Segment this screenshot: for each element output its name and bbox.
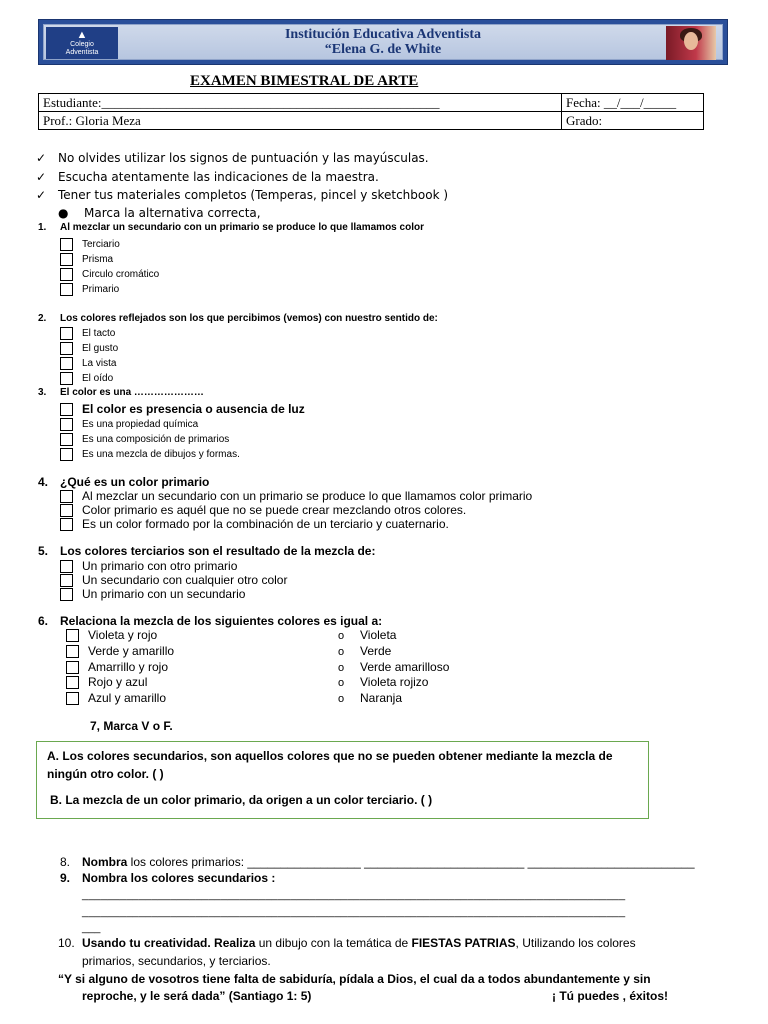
circle-bullet-icon: o <box>338 693 345 705</box>
checkbox[interactable] <box>60 238 73 251</box>
question-3: 3. El color es una ………………… <box>38 387 204 398</box>
question-2: 2. Los colores reflejados son los que percibimos (vemos) con nuestro sentido de: <box>38 313 438 324</box>
true-false-box <box>36 741 649 819</box>
answer-line[interactable]: ___ <box>82 922 101 934</box>
checkbox[interactable] <box>60 490 73 503</box>
checkbox[interactable] <box>60 268 73 281</box>
checkmark-icon: ✓ <box>36 188 47 202</box>
q2-option[interactable]: El gusto <box>60 342 118 355</box>
q4-option[interactable]: Color primario es aquél que no se puede crear mezclando otros colores. <box>60 503 466 517</box>
q2-option[interactable]: El oído <box>60 372 113 385</box>
checkbox[interactable] <box>60 588 73 601</box>
circle-bullet-icon: o <box>338 662 345 674</box>
vf-statement-a-line1: A. Los colores secundarios, son aquellos colores que no se pueden obtener mediante la mezcla de <box>47 749 613 763</box>
portrait-image <box>666 26 716 60</box>
checkbox[interactable] <box>60 574 73 587</box>
instructions-list <box>36 149 448 205</box>
checkbox[interactable] <box>60 560 73 573</box>
q5-option[interactable]: Un secundario con cualquier otro color <box>60 573 287 587</box>
q6-left-item[interactable]: Violeta y rojo <box>66 628 157 642</box>
instruction-item: ✓ Escucha atentamente las indicaciones de la maestra. <box>36 168 448 187</box>
answer-line[interactable]: ______________________________________________________________________________________ <box>82 906 626 918</box>
logo-line2: Adventista <box>65 49 99 56</box>
checkmark-icon: ✓ <box>36 151 47 165</box>
checkbox[interactable] <box>60 403 73 416</box>
checkbox[interactable] <box>60 518 73 531</box>
checkbox[interactable] <box>60 418 73 431</box>
question-1: 1. Al mezclar un secundario con un primario se produce lo que llamamos color <box>38 222 424 233</box>
student-field[interactable]: Estudiante:____________________________________________________ <box>39 94 562 112</box>
student-info-table <box>38 93 704 130</box>
q2-option[interactable]: El tacto <box>60 327 115 340</box>
checkbox[interactable] <box>60 342 73 355</box>
header-banner-inner <box>43 24 723 60</box>
question-10-line2: primarios, secundarios, y terciarios. <box>82 954 271 968</box>
q4-option[interactable]: Al mezclar un secundario con un primario se produce lo que llamamos color primario <box>60 489 532 503</box>
q5-option[interactable]: Un primario con otro primario <box>60 559 237 573</box>
checkbox[interactable] <box>66 629 79 642</box>
checkbox[interactable] <box>66 676 79 689</box>
footer-cheer: ¡ Tú puedes , éxitos! <box>552 989 669 1003</box>
teacher-field: Prof.: Gloria Meza <box>39 112 562 130</box>
q6-right-item: o Verde amarilloso <box>338 660 450 674</box>
answer-line[interactable]: ______________________________________________________________________________________ <box>82 889 626 901</box>
q5-option[interactable]: Un primario con un secundario <box>60 587 245 601</box>
question-5: 5. Los colores terciarios son el resultado de la mezcla de: <box>38 544 376 558</box>
q6-right-item: o Naranja <box>338 691 403 705</box>
portrait-face <box>684 32 698 50</box>
q1-option[interactable]: Circulo cromático <box>60 268 159 281</box>
bullet-dot-icon: ● <box>58 206 69 220</box>
checkbox[interactable] <box>60 283 73 296</box>
checkmark-icon: ✓ <box>36 169 47 184</box>
q6-right-item: o Violeta rojizo <box>338 675 429 689</box>
question-8[interactable]: 8. Nombra los colores primarios: _________________ ________________________ _________________________ <box>60 855 695 869</box>
school-name <box>44 27 722 57</box>
q4-option[interactable]: Es un color formado por la combinación de un terciario y cuaternario. <box>60 517 449 531</box>
q2-option[interactable]: La vista <box>60 357 116 370</box>
footer-quote-line1: “Y si alguno de vosotros tiene falta de sabiduría, pídala a Dios, el cual da a todos abundantemente y sin <box>58 972 651 986</box>
question-10: 10. Usando tu creatividad. Realiza un dibujo con la temática de FIESTAS PATRIAS, Utilizando los colores <box>58 936 636 950</box>
vf-statement-b[interactable]: B. La mezcla de un color primario, da origen a un color terciario. ( ) <box>50 793 433 807</box>
logo-line1: Colegio <box>70 41 94 48</box>
circle-bullet-icon: o <box>338 630 345 642</box>
q3-option[interactable]: Es una composición de primarios <box>60 433 229 446</box>
q1-option[interactable]: Prisma <box>60 253 113 266</box>
exam-title: EXAMEN BIMESTRAL DE ARTE <box>190 73 419 89</box>
mark-instruction: ● Marca la alternativa correcta, <box>58 206 261 220</box>
school-name-line2: “Elena G. de White <box>324 42 442 57</box>
date-field[interactable]: Fecha: __/___/_____ <box>562 94 704 112</box>
checkbox[interactable] <box>66 645 79 658</box>
checkbox[interactable] <box>60 372 73 385</box>
checkbox[interactable] <box>60 448 73 461</box>
footer-quote-line2: reproche, y le será dada” (Santiago 1: 5) <box>82 989 312 1003</box>
vf-statement-a-line2[interactable]: ningún otro color. ( ) <box>47 767 164 781</box>
q1-option[interactable]: Terciario <box>60 238 120 251</box>
q3-option[interactable]: El color es presencia o ausencia de luz <box>60 402 305 416</box>
circle-bullet-icon: o <box>338 646 345 658</box>
header-banner <box>38 19 728 65</box>
q6-left-item[interactable]: Azul y amarillo <box>66 691 166 705</box>
checkbox[interactable] <box>66 692 79 705</box>
school-name-line1: Institución Educativa Adventista <box>284 27 482 42</box>
checkbox[interactable] <box>60 253 73 266</box>
q6-right-item: o Violeta <box>338 628 397 642</box>
q3-option[interactable]: Es una propiedad química <box>60 418 198 431</box>
question-4: 4. ¿Qué es un color primario <box>38 475 210 489</box>
logo-icon: ▲ <box>76 29 88 41</box>
checkbox[interactable] <box>60 504 73 517</box>
q6-left-item[interactable]: Verde y amarillo <box>66 644 174 658</box>
instruction-item: ✓ Tener tus materiales completos (Temperas, pincel y sketchbook ) <box>36 186 448 205</box>
checkbox[interactable] <box>60 433 73 446</box>
question-7-title: 7, Marca V o F. <box>90 719 173 733</box>
instruction-item: ✓ No olvides utilizar los signos de puntuación y las mayúsculas. <box>36 149 448 168</box>
circle-bullet-icon: o <box>338 677 345 689</box>
checkbox[interactable] <box>60 357 73 370</box>
question-6: 6. Relaciona la mezcla de los siguientes colores es igual a: <box>38 614 383 628</box>
question-9: 9. Nombra los colores secundarios : <box>60 871 276 885</box>
checkbox[interactable] <box>60 327 73 340</box>
q3-option[interactable]: Es una mezcla de dibujos y formas. <box>60 448 240 461</box>
q1-option[interactable]: Primario <box>60 283 119 296</box>
checkbox[interactable] <box>66 661 79 674</box>
grade-field[interactable]: Grado: <box>562 112 704 130</box>
q6-left-item[interactable]: Amarrillo y rojo <box>66 660 168 674</box>
q6-left-item[interactable]: Rojo y azul <box>66 675 147 689</box>
q6-right-item: o Verde <box>338 644 392 658</box>
